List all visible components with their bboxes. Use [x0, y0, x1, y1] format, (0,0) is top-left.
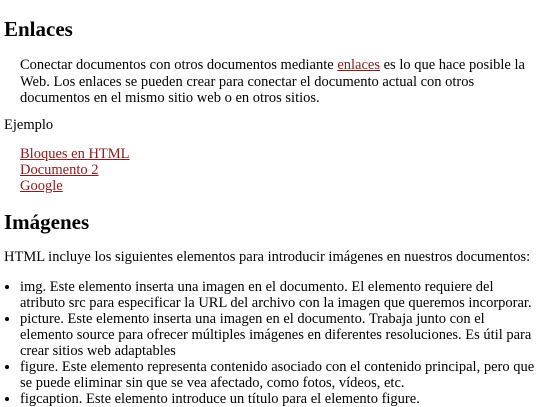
enlaces-inline-link[interactable]: enlaces	[337, 57, 380, 73]
example-links-list	[20, 146, 130, 194]
intro-text-after: es lo que hace posible la Web. Los enlaces se pueden crear para conectar el documento actual con otros documentos en el mismo sitio web o en otros sitios.	[20, 57, 525, 106]
list-item: • figcaption. Este elemento introduce un título para el elemento figure.	[20, 391, 536, 407]
section-heading-imagenes: Imágenes	[4, 210, 90, 234]
imagenes-elements-list	[4, 279, 536, 407]
enlaces-intro-paragraph	[20, 57, 530, 107]
list-item	[20, 146, 130, 162]
list-item	[20, 162, 130, 178]
intro-text-before: Conectar documentos con otros documentos mediante	[20, 57, 338, 73]
list-item: • img. Este elemento inserta una imagen en el documento. El elemento requiere del atributo src para especificar la URL del archivo con la imagen que queremos incorporar.	[20, 279, 536, 311]
link-documento-2[interactable]: Documento 2	[20, 162, 99, 178]
section-heading-enlaces: Enlaces	[4, 17, 73, 41]
list-item	[20, 178, 130, 194]
list-item: • figure. Este elemento representa contenido asociado con el contenido principal, pero que se puede eliminar sin que se vea afectado, como fotos, vídeos, etc.	[20, 359, 536, 391]
imagenes-intro-paragraph: HTML incluye los siguientes elementos para introducir imágenes en nuestros documentos:	[4, 249, 531, 265]
link-bloques-en-html[interactable]: Bloques en HTML	[20, 146, 130, 162]
link-google[interactable]: Google	[20, 178, 63, 194]
example-label: Ejemplo	[4, 117, 54, 133]
list-item: • picture. Este elemento inserta una imagen en el documento. Trabaja junto con el elemento source para ofrecer múltiples imágenes en diferentes resoluciones. Es útil para crear sitios web adaptables	[20, 311, 536, 359]
